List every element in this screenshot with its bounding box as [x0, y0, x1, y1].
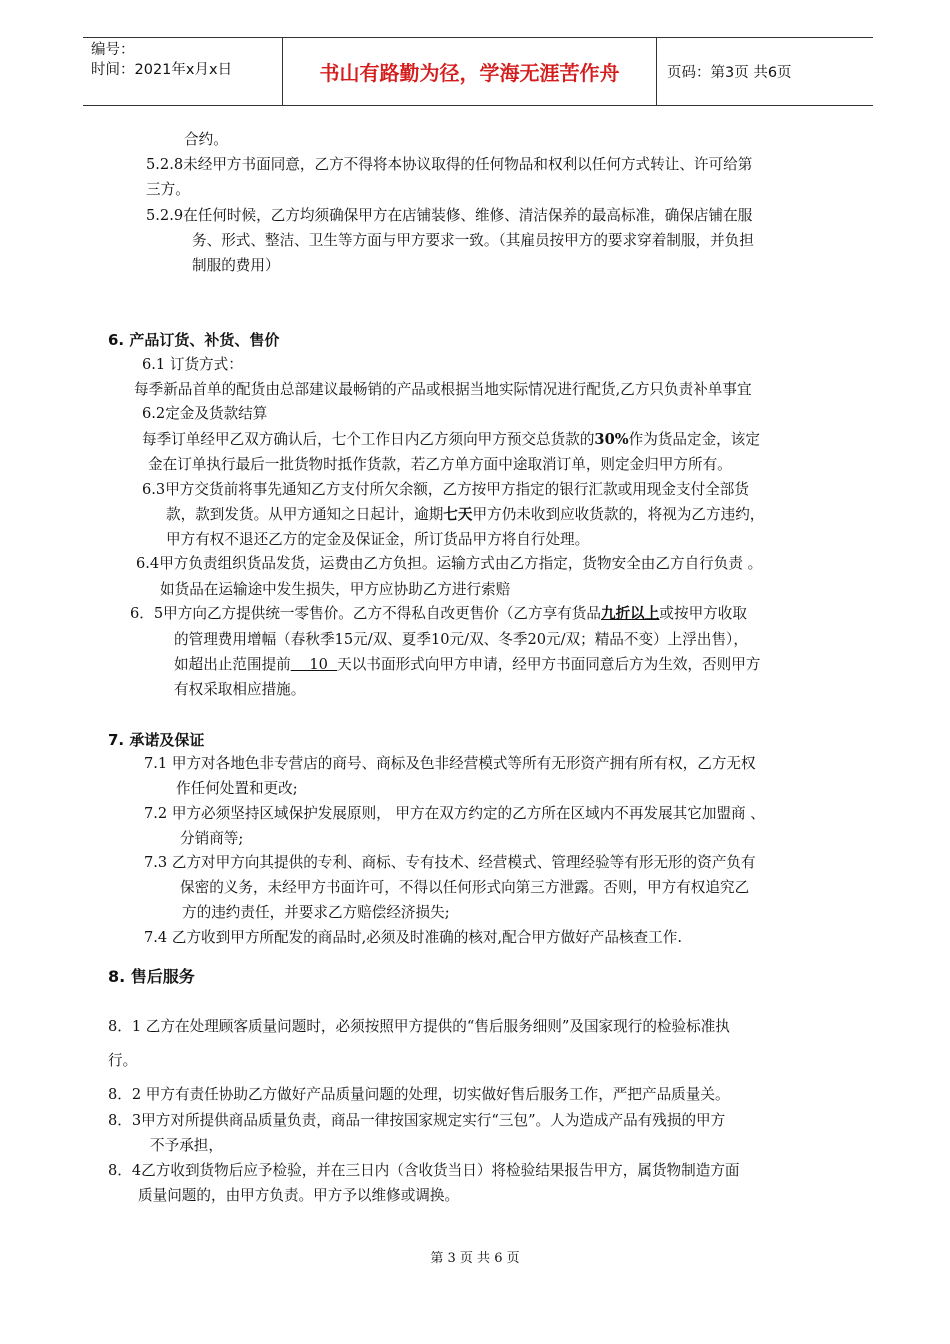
text-run: 每季订单经甲乙双方确认后，七个工作日内乙方须向甲方预交总货款的	[142, 431, 595, 448]
header-motto: 书山有路勤为径，学海无涯苦作舟	[283, 38, 657, 105]
text-run: 6．5甲方向乙方提供统一零售价。乙方不得私自改更售价（乙方享有货品	[130, 605, 601, 622]
document-number: 编号：	[91, 42, 135, 58]
paragraph-line: 分销商等;	[180, 830, 244, 847]
header-meta	[83, 38, 283, 105]
clause-6-1: 6.1 订货方式：	[142, 356, 243, 373]
text-run: 款，款到发货。从甲方通知之日起计，逾期	[166, 506, 444, 523]
clause-8-1: 8．1 乙方在处理顾客质量问题时，必须按照甲方提供的“售后服务细则”及国家现行的检验标准执	[108, 1018, 730, 1035]
section-6-heading: 6. 产品订货、补货、售价	[108, 331, 280, 349]
paragraph-line: 每季新品首单的配货由总部建议最畅销的产品或根据当地实际情况进行配货,乙方只负责补单事宜	[134, 381, 752, 398]
paragraph-line: 行。	[108, 1052, 138, 1069]
paragraph-line	[142, 430, 760, 450]
paragraph-line: 制服的费用）	[192, 257, 280, 274]
paragraph-line: 合约。	[184, 131, 228, 148]
header-page-number: 页码：第3页 共6页	[667, 65, 792, 81]
paragraph-line: 方的违约责任，并要求乙方赔偿经济损失;	[182, 904, 450, 921]
paragraph-line: 甲方有权不退还乙方的定金及保证金，所订货品甲方将自行处理。	[166, 531, 590, 548]
notice-days-blank: 10	[290, 656, 338, 673]
clause-7-4: 7.4 乙方收到甲方所配发的商品时,必须及时准确的核对,配合甲方做好产品核查工作.	[144, 929, 682, 946]
clause-6-5	[130, 604, 747, 624]
paragraph-line: 质量问题的，由甲方负责。甲方予以维修或调换。	[138, 1187, 460, 1204]
paragraph-line: 三方。	[146, 181, 190, 198]
paragraph-line: 金在订单执行最后一批货物时抵作货款，若乙方单方面中途取消订单，则定金归甲方所有。	[148, 456, 732, 473]
paragraph-line: 不予承担，	[150, 1137, 223, 1154]
clause-7-3: 7.3 乙方对甲方向其提供的专利、商标、专有技术、经营模式、管理经验等有形无形的资产负有	[144, 854, 756, 871]
clause-6-2: 6.2定金及货款结算	[142, 405, 268, 422]
paragraph-line	[166, 505, 764, 525]
paragraph-line: 有权采取相应措施。	[174, 681, 306, 698]
text-run: 如超出止范围提前	[174, 656, 291, 673]
clause-6-4: 6.4甲方负责组织货品发货，运费由乙方负担。运输方式由乙方指定，货物安全由乙方自行负责 。	[136, 555, 763, 572]
clause-8-3: 8．3甲方对所提供商品质量负责，商品一律按国家规定实行“三包”。人为造成产品有残损的甲方	[108, 1112, 726, 1129]
paragraph-line: 如货品在运输途中发生损失，甲方应协助乙方进行索赔	[160, 581, 511, 598]
clause-8-4: 8．4乙方收到货物后应予检验，并在三日内（含收货当日）将检验结果报告甲方，属货物制造方面	[108, 1162, 740, 1179]
section-7-heading: 7. 承诺及保证	[108, 731, 205, 749]
text-run: 作为货品定金，该定	[628, 431, 760, 448]
page-header	[83, 37, 873, 106]
clause-8-2: 8．2 甲方有责任协助乙方做好产品质量问题的处理，切实做好售后服务工作，严把产品质量关。	[108, 1086, 730, 1103]
paragraph-line: 作任何处置和更改;	[176, 780, 298, 797]
deposit-percent: 30%	[594, 431, 629, 448]
text-run: 或按甲方收取	[659, 605, 747, 622]
paragraph-line	[174, 655, 760, 675]
clause-5-2-9: 5.2.9在任何时候，乙方均须确保甲方在店铺装修、维修、清洁保养的最高标准，确保店铺在服	[146, 207, 753, 224]
clause-5-2-8: 5.2.8未经甲方书面同意，乙方不得将本协议取得的任何物品和权利以任何方式转让、许可给第	[146, 156, 753, 173]
clause-7-1: 7.1 甲方对各地色非专营店的商号、商标及色非经营模式等所有无形资产拥有所有权，乙方无权	[144, 755, 756, 772]
discount-term: 九折以上	[600, 605, 660, 622]
clause-7-2: 7.2 甲方必须坚持区域保护发展原则， 甲方在双方约定的乙方所在区域内不再发展其它加盟商 、	[144, 805, 765, 822]
paragraph-line: 务、形式、整洁、卫生等方面与甲方要求一致。（其雇员按甲方的要求穿着制服，并负担	[192, 232, 754, 249]
paragraph-line: 保密的义务，未经甲方书面许可，不得以任何形式向第三方泄露。否则，甲方有权追究乙	[180, 879, 750, 896]
paragraph-line: 的管理费用增幅（春秋季15元/双、夏季10元/双、冬季20元/双；精品不变）上浮出售），	[174, 631, 748, 648]
clause-6-3: 6.3甲方交货前将事先通知乙方支付所欠余额，乙方按甲方指定的银行汇款或用现金支付全部货	[142, 481, 749, 498]
text-run: 天以书面形式向甲方申请，经甲方书面同意后方为生效，否则甲方	[337, 656, 761, 673]
section-8-heading: 8. 售后服务	[108, 967, 195, 986]
page-footer: 第 3 页 共 6 页	[430, 1251, 520, 1266]
document-date: 时间：2021年x月x日	[91, 62, 233, 78]
overdue-days: 七天	[443, 506, 473, 523]
text-run: 甲方仍未收到应收货款的，将视为乙方违约，	[472, 506, 765, 523]
